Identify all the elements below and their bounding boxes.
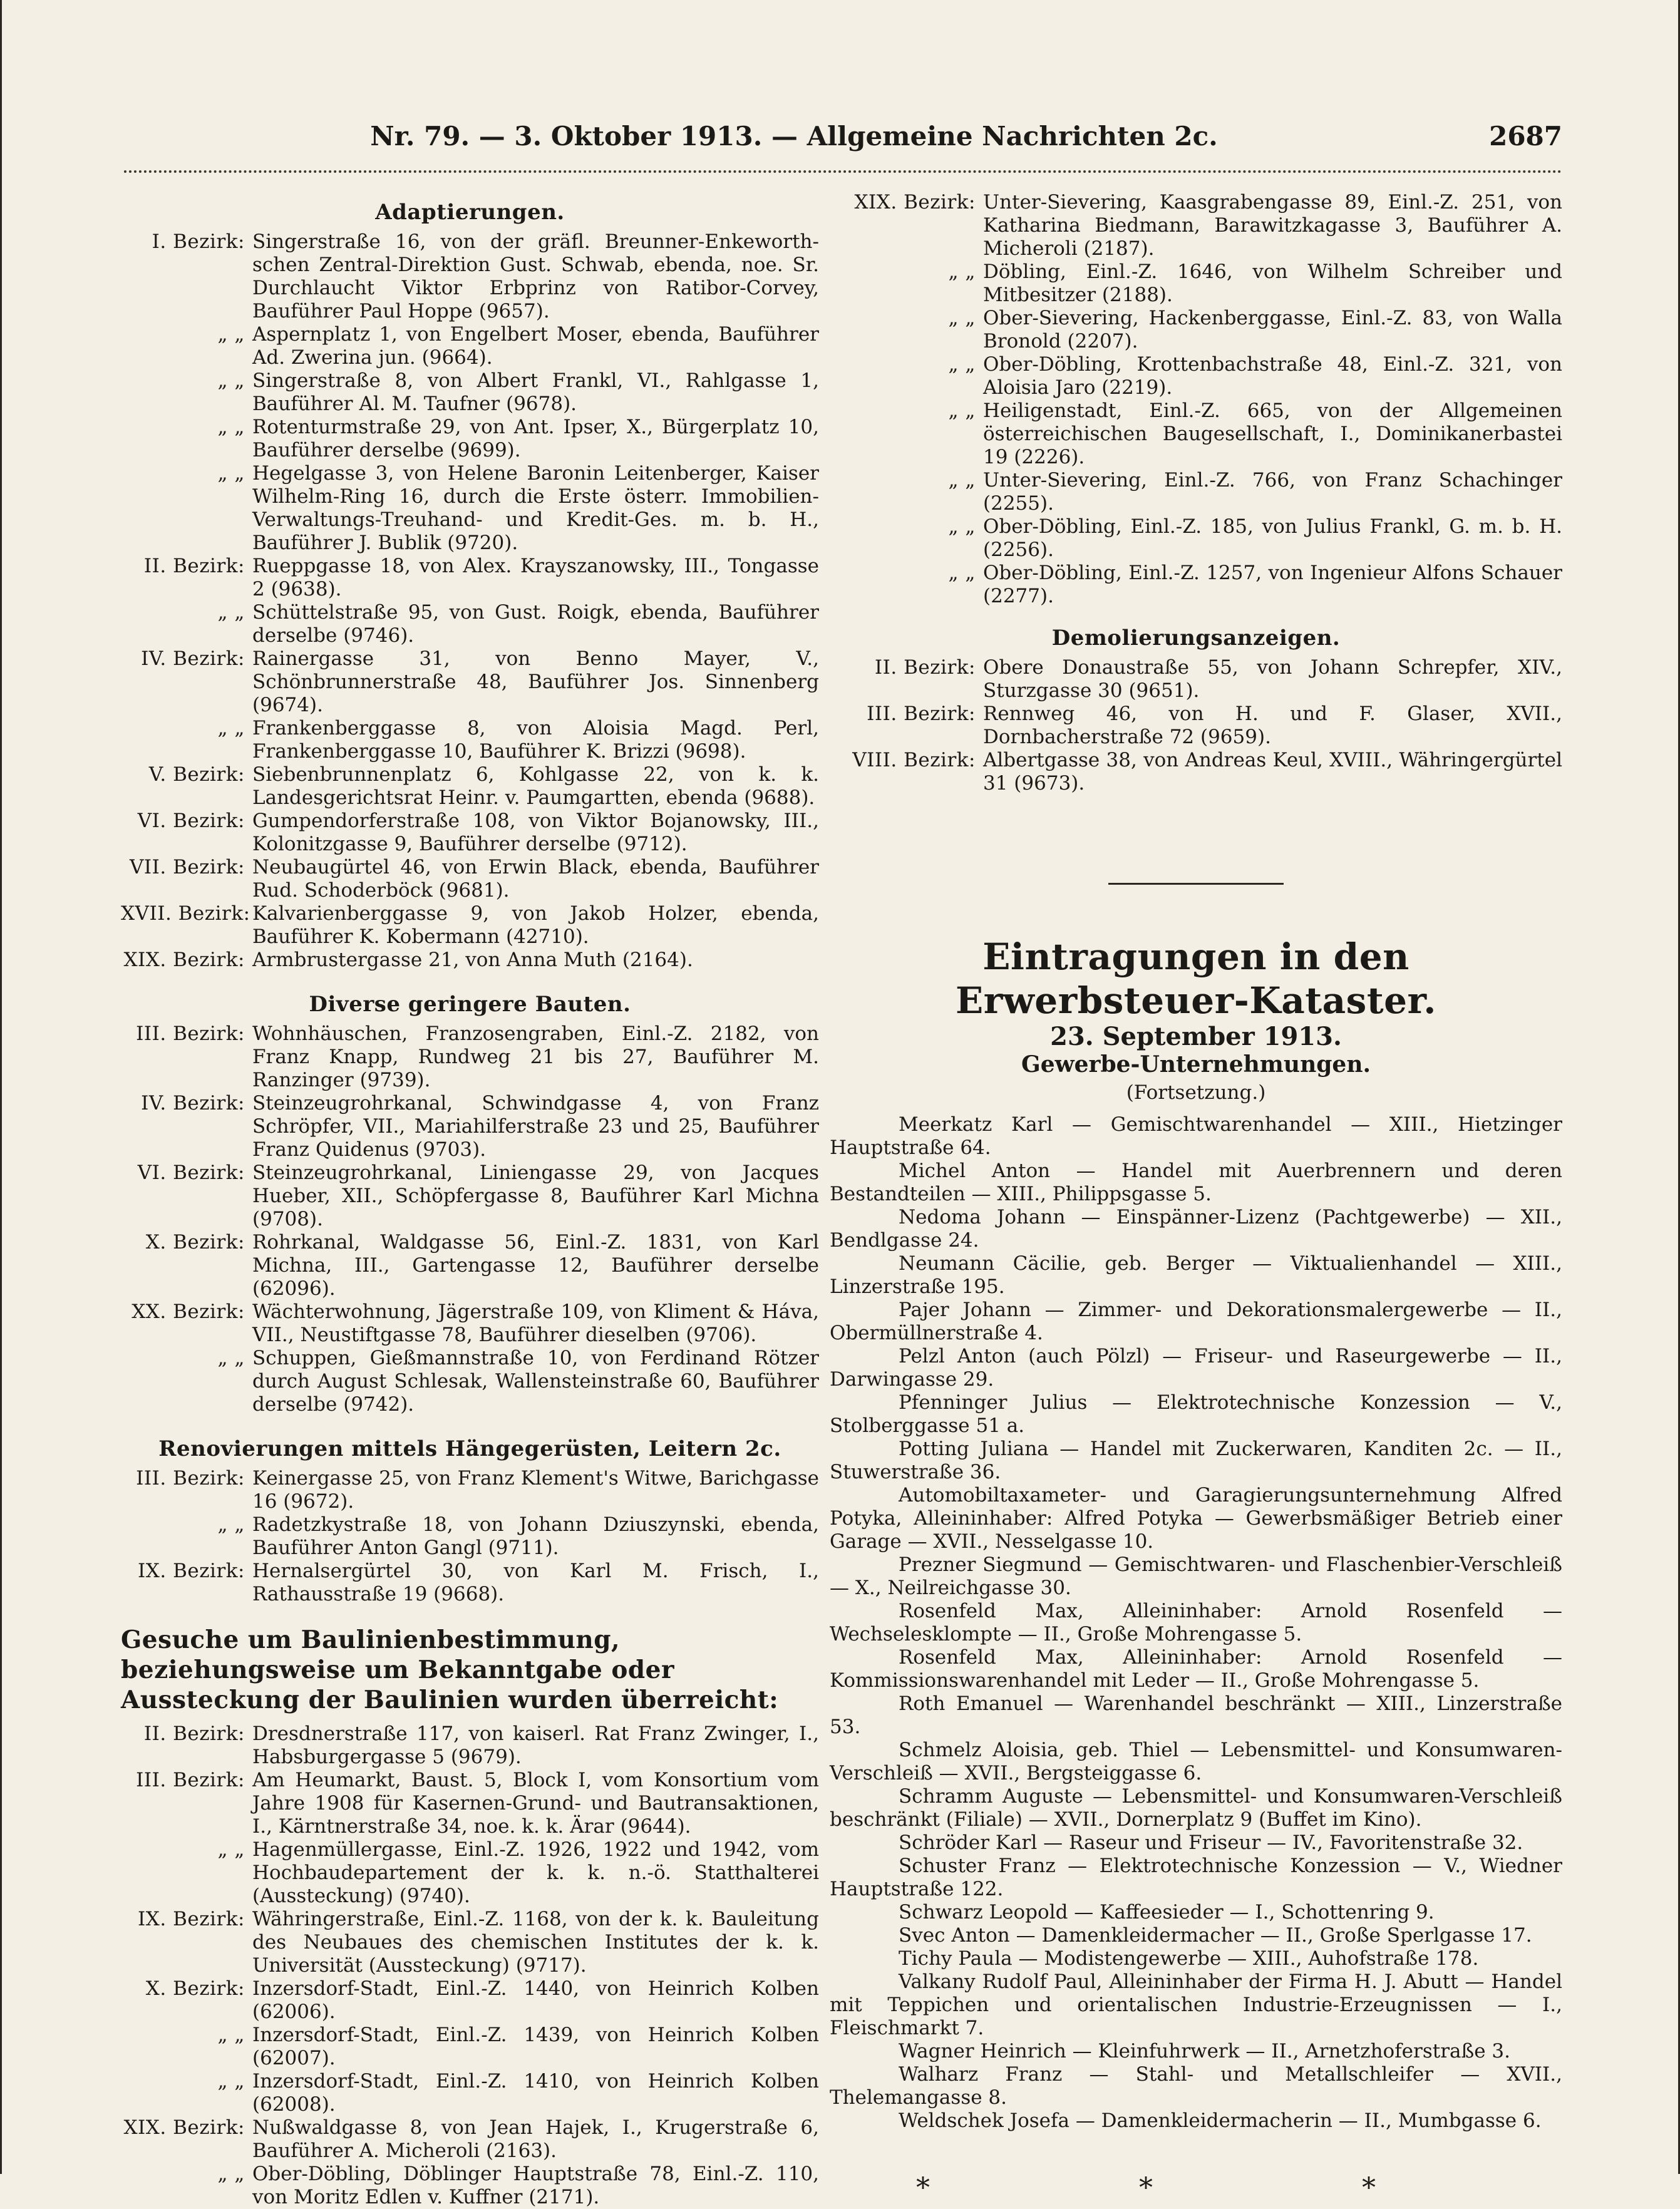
entry-text: Armbrustergasse 21, von Anna Muth (2164). bbox=[252, 949, 693, 971]
district-label: II. Bezirk: bbox=[143, 555, 245, 577]
register-entry: Potting Juliana — Handel mit Zuckerwaren, Kanditen 2c. — II., Stuwerstraße 36. bbox=[830, 1438, 1562, 1483]
register-entry: Svec Anton — Damenkleidermacher — II., Große Sperlgasse 17. bbox=[899, 1924, 1532, 1947]
page-header bbox=[124, 116, 1562, 160]
continuation-note: (Fortsetzung.) bbox=[1126, 1081, 1266, 1104]
district-entry bbox=[121, 1560, 819, 1606]
district-entry bbox=[121, 1769, 819, 1838]
district-label: VI. Bezirk: bbox=[137, 1161, 245, 1184]
district-label: VI. Bezirk: bbox=[137, 810, 245, 832]
register-entry: Rosenfeld Max, Alleininhaber: Arnold Rosenfeld — Wechselesklompte — II., Große Mohrengasse 5. bbox=[830, 1600, 1562, 1645]
entry-text: Ober-Döbling, Döblinger Hauptstraße 78, Einl.-Z. 110, von Moritz Edlen v. Kuffner (2171). bbox=[252, 2163, 819, 2208]
district-label: XVII. Bezirk: bbox=[121, 902, 250, 925]
district-label: IV. Bezirk: bbox=[141, 647, 245, 670]
district-entry bbox=[121, 1838, 819, 1908]
entry-text: Steinzeugrohrkanal, Schwindgasse 4, von Franz Schröpfer, VII., Mariahilferstraße 23 und 25, Bauführer Franz Quidenus (9703). bbox=[252, 1092, 819, 1161]
district-entry bbox=[830, 656, 1562, 703]
register-entry: Prezner Siegmund — Gemischtwaren- und Flaschenbier-Verschleiß — X., Neilreichgasse 30. bbox=[830, 1553, 1562, 1599]
section-divider bbox=[1108, 883, 1284, 885]
eintragungen-date: 23. September 1913. bbox=[1050, 1022, 1342, 1051]
district-label: „ „ bbox=[948, 562, 976, 584]
entry-text: Am Heumarkt, Baust. 5, Block I, vom Konsortium vom Jahre 1908 für Kasernen-Grund- und Bautransaktionen, I., Kärntnerstraße 34, noe. k. k. Ärar (9644). bbox=[252, 1769, 819, 1838]
district-label: „ „ bbox=[217, 2070, 245, 2093]
register-entry: Schröder Karl — Raseur und Friseur — IV., Favoritenstraße 32. bbox=[899, 1831, 1523, 1854]
district-label: II. Bezirk: bbox=[874, 656, 976, 679]
district-entry bbox=[830, 353, 1562, 399]
district-entry bbox=[830, 749, 1562, 795]
district-label: V. Bezirk: bbox=[148, 763, 245, 786]
district-label: „ „ bbox=[948, 260, 976, 283]
district-label: X. Bezirk: bbox=[145, 1977, 245, 2000]
gesuche-list bbox=[121, 1722, 819, 2209]
closing-stars: * * * bbox=[916, 2172, 1476, 2204]
district-entry bbox=[121, 647, 819, 717]
district-label: „ „ bbox=[217, 1347, 245, 1369]
register-entry: Rosenfeld Max, Alleininhaber: Arnold Rosenfeld — Kommissionswarenhandel mit Leder — II., Große Mohrengasse 5. bbox=[830, 1646, 1562, 1692]
district-entry bbox=[121, 763, 819, 810]
district-label: I. Bezirk: bbox=[152, 230, 245, 253]
register-entry: Automobiltaxameter- und Garagierungsunternehmung Alfred Potyka, Alleininhaber: Alfred Potyka — Gewerbsmäßiger Betrieb einer Garage — XVII., Nesselgasse 10. bbox=[830, 1484, 1562, 1553]
district-entry bbox=[121, 462, 819, 555]
district-entry bbox=[121, 1161, 819, 1231]
entry-text: Obere Donaustraße 55, von Johann Schrepfer, XIV., Sturzgasse 30 (9651). bbox=[983, 656, 1562, 702]
gewerbe-list bbox=[830, 1113, 1562, 2133]
entry-text: Rueppgasse 18, von Alex. Krayszanowsky, III., Tongasse 2 (9638). bbox=[252, 555, 819, 600]
entry-text: Wächterwohnung, Jägerstraße 109, von Kliment & Háva, VII., Neustiftgasse 78, Bauführer dieselben (9706). bbox=[252, 1300, 819, 1346]
district-label: „ „ bbox=[948, 399, 976, 422]
entry-text: Rainergasse 31, von Benno Mayer, V., Schönbrunnerstraße 48, Bauführer Jos. Sinnenberg (9674). bbox=[252, 647, 819, 716]
district-entry bbox=[121, 2070, 819, 2116]
district-label: IX. Bezirk: bbox=[138, 1560, 245, 1582]
district-entry bbox=[121, 1722, 819, 1769]
entry-text: Neubaugürtel 46, von Erwin Black, ebenda, Bauführer Rud. Schoderböck (9681). bbox=[252, 856, 819, 902]
gesuche-continued-list bbox=[830, 191, 1562, 608]
register-entry: Schramm Auguste — Lebensmittel- und Konsumwaren-Verschleiß beschränkt (Filiale) — XVII., Dornerplatz 9 (Buffet im Kino). bbox=[830, 1785, 1562, 1831]
district-entry bbox=[121, 323, 819, 369]
entry-text: Rohrkanal, Waldgasse 56, Einl.-Z. 1831, von Karl Michna, III., Gartengasse 12, Bauführer derselbe (62096). bbox=[252, 1231, 819, 1300]
register-entry: Roth Emanuel — Warenhandel beschränkt — XIII., Linzerstraße 53. bbox=[830, 1692, 1562, 1738]
entry-text: Währingerstraße, Einl.-Z. 1168, von der k. k. Bauleitung des Neubaues des chemischen Institutes der k. k. Universität (Aussteckung) (9717). bbox=[252, 1908, 819, 1977]
district-label: „ „ bbox=[948, 469, 976, 492]
district-entry bbox=[121, 1908, 819, 1977]
eintragungen-title: Eintragungen in den Erwerbsteuer-Kataster. bbox=[956, 935, 1436, 1022]
district-entry bbox=[830, 515, 1562, 562]
district-label: III. Bezirk: bbox=[867, 703, 976, 725]
section-heading-demolierung: Demolierungsanzeigen. bbox=[1051, 626, 1341, 651]
entry-text: Albertgasse 38, von Andreas Keul, XVIII., Währingergürtel 31 (9673). bbox=[983, 749, 1562, 795]
district-label: XIX. Bezirk: bbox=[123, 2116, 245, 2139]
entry-text: Schuppen, Gießmannstraße 10, von Ferdinand Rötzer durch August Schlesak, Wallensteinstraße 60, Bauführer derselbe (9742). bbox=[252, 1347, 819, 1416]
district-entry bbox=[121, 2163, 819, 2209]
district-label: III. Bezirk: bbox=[136, 1022, 245, 1045]
entry-text: Hegelgasse 3, von Helene Baronin Leitenberger, Kaiser Wilhelm-Ring 16, durch die Erste österr. Immobilien-Verwaltungs-Treuhand- und Kredit-Ges. m. b. H., Bauführer J. Bublik (9720). bbox=[252, 462, 819, 554]
district-entry bbox=[121, 1977, 819, 2024]
diverse-list bbox=[121, 1022, 819, 1416]
entry-text: Hagenmüllergasse, Einl.-Z. 1926, 1922 und 1942, vom Hochbaudepartement der k. k. n.-ö. Statthalterei (Aussteckung) (9740). bbox=[252, 1838, 819, 1907]
entry-text: Kalvarienberggasse 9, von Jakob Holzer, ebenda, Bauführer K. Kobermann (42710). bbox=[252, 902, 819, 948]
district-entry bbox=[830, 307, 1562, 353]
district-label: III. Bezirk: bbox=[136, 1467, 245, 1490]
entry-text: Radetzkystraße 18, von Johann Dziuszynski, ebenda, Bauführer Anton Gangl (9711). bbox=[252, 1513, 819, 1559]
register-entry: Walharz Franz — Stahl- und Metallschleifer — XVII., Thelemangasse 8. bbox=[830, 2063, 1562, 2109]
district-label: „ „ bbox=[217, 601, 245, 624]
district-entry bbox=[830, 469, 1562, 515]
district-label: IV. Bezirk: bbox=[141, 1092, 245, 1115]
entry-text: Rennweg 46, von H. und F. Glaser, XVII., Dornbacherstraße 72 (9659). bbox=[983, 703, 1562, 748]
district-label: VIII. Bezirk: bbox=[852, 749, 976, 771]
district-label: „ „ bbox=[948, 515, 976, 538]
district-entry bbox=[121, 555, 819, 601]
section-heading-gesuche: Gesuche um Baulinienbestimmung, beziehungsweise um Bekanntgabe oder Aussteckung der Baulinien wurden überreicht: bbox=[121, 1625, 779, 1714]
register-entry: Valkany Rudolf Paul, Alleininhaber der Firma H. J. Abutt — Handel mit Teppichen und orientalischen Industrie-Erzeugnissen — I., Fleischmarkt 7. bbox=[830, 1970, 1562, 2039]
entry-text: Singerstraße 8, von Albert Frankl, VI., Rahlgasse 1, Bauführer Al. M. Taufner (9678). bbox=[252, 369, 819, 415]
district-label: VII. Bezirk: bbox=[129, 856, 245, 878]
entry-text: Steinzeugrohrkanal, Liniengasse 29, von Jacques Hueber, XII., Schöpfergasse 8, Bauführer Karl Michna (9708). bbox=[252, 1161, 819, 1230]
district-entry bbox=[830, 191, 1562, 260]
district-entry bbox=[121, 601, 819, 647]
district-label: „ „ bbox=[217, 2163, 245, 2185]
section-heading-diverse: Diverse geringere Bauten. bbox=[309, 992, 631, 1017]
entry-text: Rotenturmstraße 29, von Ant. Ipser, X., Bürgerplatz 10, Bauführer derselbe (9699). bbox=[252, 416, 819, 461]
register-entry: Pelzl Anton (auch Pölzl) — Friseur- und Raseurgewerbe — II., Darwingasse 29. bbox=[830, 1345, 1562, 1391]
district-label: „ „ bbox=[217, 717, 245, 739]
page-number: 2687 bbox=[1489, 121, 1562, 152]
demolierung-list bbox=[830, 656, 1562, 795]
entry-text: Unter-Sievering, Einl.-Z. 766, von Franz Schachinger (2255). bbox=[983, 469, 1562, 515]
district-entry bbox=[121, 230, 819, 323]
district-entry bbox=[830, 703, 1562, 749]
register-entry: Schmelz Aloisia, geb. Thiel — Lebensmittel- und Konsumwaren-Verschleiß — XVII., Bergsteiggasse 6. bbox=[830, 1739, 1562, 1784]
entry-text: Ober-Döbling, Einl.-Z. 1257, von Ingenieur Alfons Schauer (2277). bbox=[983, 562, 1562, 607]
adaptierungen-list bbox=[121, 230, 819, 972]
entry-text: Gumpendorferstraße 108, von Viktor Bojanowsky, III., Kolonitzgasse 9, Bauführer derselbe (9712). bbox=[252, 810, 819, 855]
entry-text: Keinergasse 25, von Franz Klement's Witwe, Barichgasse 16 (9672). bbox=[252, 1467, 819, 1513]
district-label: „ „ bbox=[217, 462, 245, 485]
entry-text: Ober-Sievering, Hackenberggasse, Einl.-Z. 83, von Walla Bronold (2207). bbox=[983, 307, 1562, 353]
register-entry: Pfenninger Julius — Elektrotechnische Konzession — V., Stolberggasse 51 a. bbox=[830, 1391, 1562, 1437]
entry-text: Ober-Döbling, Krottenbachstraße 48, Einl.-Z. 321, von Aloisia Jaro (2219). bbox=[983, 353, 1562, 399]
district-label: „ „ bbox=[217, 416, 245, 438]
register-entry: Nedoma Johann — Einspänner-Lizenz (Pachtgewerbe) — XII., Bendlgasse 24. bbox=[830, 1206, 1562, 1252]
district-entry bbox=[121, 2024, 819, 2070]
section-heading-renovierungen: Renovierungen mittels Hängegerüsten, Leitern 2c. bbox=[158, 1436, 781, 1461]
district-entry bbox=[121, 1300, 819, 1347]
district-entry bbox=[830, 399, 1562, 469]
register-entry: Weldschek Josefa — Damenkleidermacherin — II., Mumbgasse 6. bbox=[899, 2109, 1542, 2132]
entry-text: Ober-Döbling, Einl.-Z. 185, von Julius Frankl, G. m. b. H. (2256). bbox=[983, 515, 1562, 561]
district-entry bbox=[121, 717, 819, 763]
district-entry bbox=[121, 902, 819, 949]
district-entry bbox=[121, 856, 819, 902]
district-entry bbox=[121, 810, 819, 856]
register-entry: Schwarz Leopold — Kaffeesieder — I., Schottenring 9. bbox=[899, 1901, 1435, 1923]
district-entry bbox=[121, 369, 819, 416]
entry-text: Singerstraße 16, von der gräfl. Breunner-Enkeworth-schen Zentral-Direktion Gust. Schwab, ebenda, noe. Sr. Durchlaucht Viktor Erbprinz von Ratibor-Corvey, Bauführer Paul Hoppe (9657). bbox=[252, 230, 819, 322]
district-entry bbox=[121, 949, 819, 972]
eintragungen-subtitle: Gewerbe-Unternehmungen. bbox=[1021, 1051, 1371, 1078]
district-entry bbox=[121, 1231, 819, 1300]
district-label: III. Bezirk: bbox=[136, 1769, 245, 1791]
register-entry: Pajer Johann — Zimmer- und Dekorationsmalergewerbe — II., Obermüllnerstraße 4. bbox=[830, 1299, 1562, 1344]
entry-text: Inzersdorf-Stadt, Einl.-Z. 1439, von Heinrich Kolben (62007). bbox=[252, 2024, 819, 2069]
entry-text: Wohnhäuschen, Franzosengraben, Einl.-Z. 2182, von Franz Knapp, Rundweg 21 bis 27, Bauführer M. Ranzinger (9739). bbox=[252, 1022, 819, 1091]
district-entry bbox=[121, 1513, 819, 1560]
district-label: „ „ bbox=[217, 369, 245, 392]
district-label: XIX. Bezirk: bbox=[123, 949, 245, 971]
register-entry: Michel Anton — Handel mit Auerbrennern und deren Bestandteilen — XIII., Philippsgasse 5. bbox=[830, 1160, 1562, 1205]
district-entry bbox=[121, 1347, 819, 1416]
left-column bbox=[121, 191, 819, 2209]
district-entry bbox=[830, 562, 1562, 608]
district-entry bbox=[121, 1092, 819, 1161]
renovierungen-list bbox=[121, 1467, 819, 1606]
district-entry bbox=[121, 416, 819, 462]
register-entry: Neumann Cäcilie, geb. Berger — Viktualienhandel — XIII., Linzerstraße 195. bbox=[830, 1252, 1562, 1298]
district-label: „ „ bbox=[217, 323, 245, 346]
entry-text: Döbling, Einl.-Z. 1646, von Wilhelm Schreiber und Mitbesitzer (2188). bbox=[983, 260, 1562, 306]
register-entry: Meerkatz Karl — Gemischtwarenhandel — XIII., Hietzinger Hauptstraße 64. bbox=[830, 1113, 1562, 1159]
district-label: „ „ bbox=[217, 1838, 245, 1861]
district-entry bbox=[121, 1022, 819, 1092]
district-label: „ „ bbox=[217, 2024, 245, 2046]
header-rule bbox=[124, 170, 1562, 173]
district-label: X. Bezirk: bbox=[145, 1231, 245, 1254]
entry-text: Schüttelstraße 95, von Gust. Roigk, ebenda, Bauführer derselbe (9746). bbox=[252, 601, 819, 647]
right-column bbox=[830, 191, 1562, 2204]
entry-text: Hernalsergürtel 30, von Karl M. Frisch, I., Rathausstraße 19 (9668). bbox=[252, 1560, 819, 1605]
district-entry bbox=[121, 2116, 819, 2163]
entry-text: Inzersdorf-Stadt, Einl.-Z. 1410, von Heinrich Kolben (62008). bbox=[252, 2070, 819, 2116]
entry-text: Siebenbrunnenplatz 6, Kohlgasse 22, von k. k. Landesgerichtsrat Heinr. v. Paumgartten, ebenda (9688). bbox=[252, 763, 819, 809]
district-entry bbox=[830, 260, 1562, 307]
entry-text: Aspernplatz 1, von Engelbert Moser, ebenda, Bauführer Ad. Zwerina jun. (9664). bbox=[252, 323, 819, 369]
district-label: XIX. Bezirk: bbox=[854, 191, 976, 214]
entry-text: Nußwaldgasse 8, von Jean Hajek, I., Krugerstraße 6, Bauführer A. Micheroli (2163). bbox=[252, 2116, 819, 2162]
register-entry: Wagner Heinrich — Kleinfuhrwerk — II., Arnetzhoferstraße 3. bbox=[899, 2040, 1510, 2062]
header-title: Nr. 79. — 3. Oktober 1913. — Allgemeine Nachrichten 2c. bbox=[370, 121, 1218, 152]
entry-text: Unter-Sievering, Kaasgrabengasse 89, Einl.-Z. 251, von Katharina Biedmann, Barawitzkagasse 3, Bauführer A. Micheroli (2187). bbox=[983, 191, 1562, 260]
district-label: „ „ bbox=[217, 1513, 245, 1536]
district-label: XX. Bezirk: bbox=[131, 1300, 245, 1323]
register-entry: Schuster Franz — Elektrotechnische Konzession — V., Wiedner Hauptstraße 122. bbox=[830, 1855, 1562, 1900]
district-label: „ „ bbox=[948, 307, 976, 329]
entry-text: Inzersdorf-Stadt, Einl.-Z. 1440, von Heinrich Kolben (62006). bbox=[252, 1977, 819, 2023]
district-label: IX. Bezirk: bbox=[138, 1908, 245, 1930]
district-label: II. Bezirk: bbox=[143, 1722, 245, 1745]
section-heading-adaptierungen: Adaptierungen. bbox=[375, 200, 565, 225]
register-entry: Tichy Paula — Modistengewerbe — XIII., Auhofstraße 178. bbox=[899, 1947, 1479, 1970]
entry-text: Heiligenstadt, Einl.-Z. 665, von der Allgemeinen österreichischen Baugesellschaft, I., Dominikanerbastei 19 (2226). bbox=[983, 399, 1562, 468]
entry-text: Dresdnerstraße 117, von kaiserl. Rat Franz Zwinger, I., Habsburgergasse 5 (9679). bbox=[252, 1722, 819, 1768]
district-entry bbox=[121, 1467, 819, 1513]
district-label: „ „ bbox=[948, 353, 976, 376]
entry-text: Frankenberggasse 8, von Aloisia Magd. Perl, Frankenberggasse 10, Bauführer K. Brizzi (9698). bbox=[252, 717, 819, 763]
